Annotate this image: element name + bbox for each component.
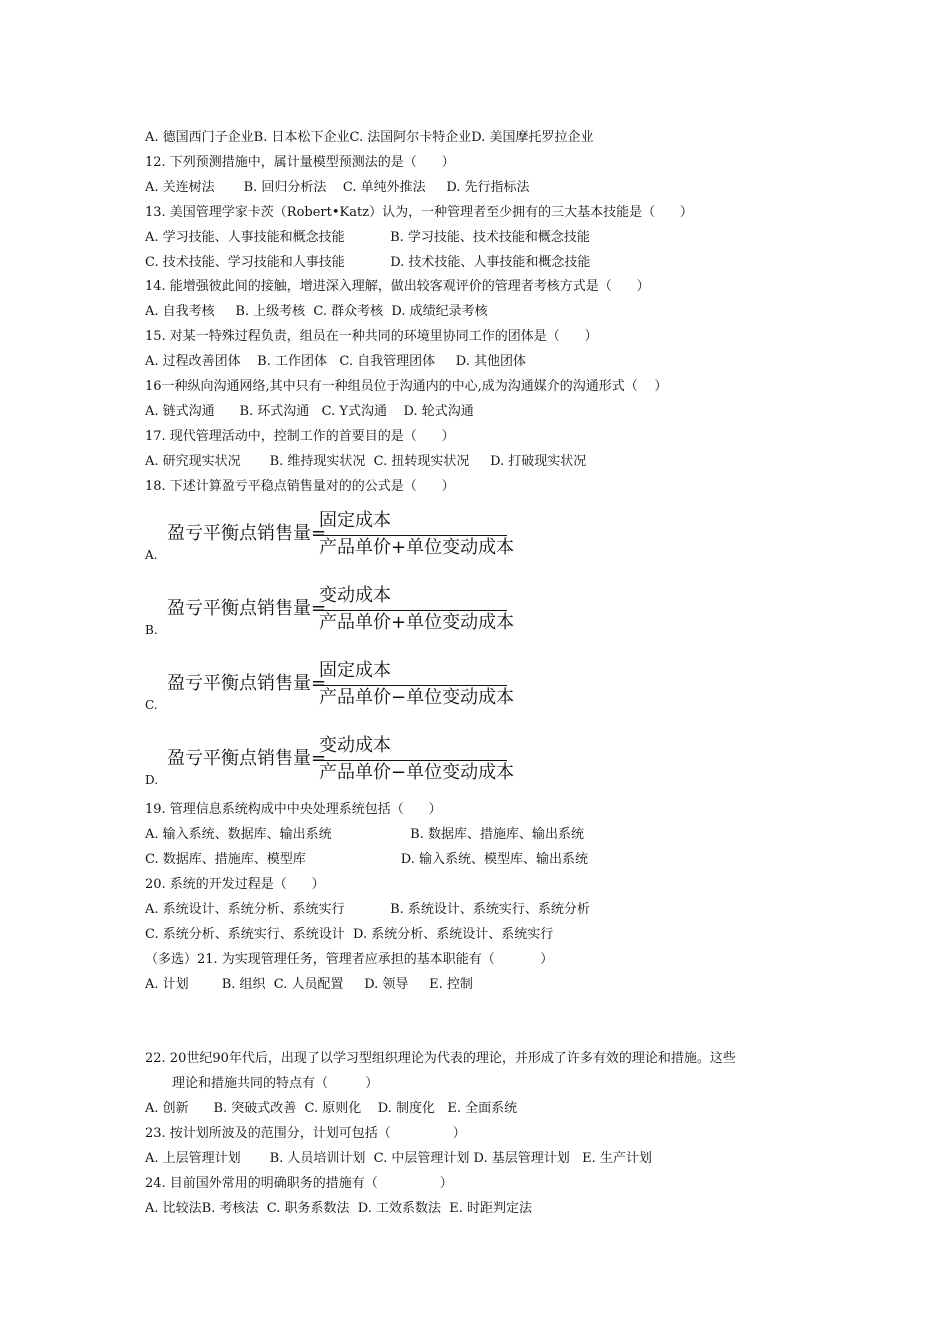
q13-options-ab: A. 学习技能、人事技能和概念技能 B. 学习技能、技术技能和概念技能 bbox=[145, 230, 590, 245]
formula-option-b bbox=[145, 587, 525, 657]
formula-lhs: 盈亏平衡点销售量= bbox=[167, 673, 327, 694]
q14-question: 14. 能增强彼此间的接触，增进深入理解，做出较客观评价的管理者考核方式是（ ） bbox=[145, 279, 650, 294]
q19-options-cd: C. 数据库、措施库、模型库 D. 输入系统、模型库、输出系统 bbox=[145, 852, 589, 867]
formula-lhs: 盈亏平衡点销售量= bbox=[167, 598, 327, 619]
fraction-bar bbox=[319, 535, 507, 536]
q17-options: A. 研究现实状况 B. 维持现实状况 C. 扭转现实状况 D. 打破现实状况 bbox=[145, 454, 587, 469]
formula-letter: C. bbox=[145, 698, 158, 712]
q22-options: A. 创新 B. 突破式改善 C. 原则化 D. 制度化 E. 全面系统 bbox=[145, 1101, 518, 1116]
formula-numerator: 固定成本 bbox=[319, 660, 391, 681]
q19-options-ab: A. 输入系统、数据库、输出系统 B. 数据库、措施库、输出系统 bbox=[145, 827, 584, 842]
formula-numerator: 变动成本 bbox=[319, 585, 391, 606]
formula-numerator: 变动成本 bbox=[319, 735, 391, 756]
fraction-bar bbox=[319, 610, 507, 611]
q19-question: 19. 管理信息系统构成中中央处理系统包括（ ） bbox=[145, 802, 442, 817]
q12-options: A. 关连树法 B. 回归分析法 C. 单纯外推法 D. 先行指标法 bbox=[145, 180, 530, 195]
q24-options: A. 比较法B. 考核法 C. 职务系数法 D. 工效系数法 E. 时距判定法 bbox=[145, 1201, 532, 1216]
fraction-bar bbox=[319, 760, 507, 761]
formula-option-c bbox=[145, 662, 525, 732]
formula-option-a bbox=[145, 512, 525, 582]
q12-question: 12. 下列预测措施中，属计量模型预测法的是（ ） bbox=[145, 155, 455, 170]
formula-lhs: 盈亏平衡点销售量= bbox=[167, 523, 327, 544]
q22-question-line1: 22. 20世纪90年代后，出现了以学习型组织理论为代表的理论，并形成了许多有效的理论和措施。这些 bbox=[145, 1051, 736, 1066]
formula-letter: B. bbox=[145, 623, 158, 637]
formula-lhs: 盈亏平衡点销售量= bbox=[167, 748, 327, 769]
q16-question: 16一种纵向沟通网络,其中只有一种组员位于沟通内的中心,成为沟通媒介的沟通形式（ ） bbox=[145, 379, 668, 394]
formula-denominator: 产品单价+单位变动成本 bbox=[319, 612, 515, 633]
formula-numerator: 固定成本 bbox=[319, 510, 391, 531]
formula-denominator: 产品单价+单位变动成本 bbox=[319, 537, 515, 558]
q16-options: A. 链式沟通 B. 环式沟通 C. Y式沟通 D. 轮式沟通 bbox=[145, 404, 474, 419]
formula-denominator: 产品单价−单位变动成本 bbox=[319, 762, 515, 783]
q15-options: A. 过程改善团体 B. 工作团体 C. 自我管理团体 D. 其他团体 bbox=[145, 354, 527, 369]
formula-letter: A. bbox=[145, 548, 158, 562]
q13-options-cd: C. 技术技能、学习技能和人事技能 D. 技术技能、人事技能和概念技能 bbox=[145, 255, 591, 270]
q24-question: 24. 目前国外常用的明确职务的措施有（ ） bbox=[145, 1176, 453, 1191]
q20-question: 20. 系统的开发过程是（ ） bbox=[145, 877, 325, 892]
fraction-bar bbox=[319, 685, 507, 686]
formula-letter: D. bbox=[145, 773, 159, 787]
q20-options-cd: C. 系统分析、系统实行、系统设计 D. 系统分析、系统设计、系统实行 bbox=[145, 927, 554, 942]
q15-question: 15. 对某一特殊过程负责，组员在一种共同的环境里协同工作的团体是（ ） bbox=[145, 329, 598, 344]
q14-options: A. 自我考核 B. 上级考核 C. 群众考核 D. 成绩纪录考核 bbox=[145, 304, 488, 319]
q23-question: 23. 按计划所波及的范围分，计划可包括（ ） bbox=[145, 1126, 466, 1141]
q11-options: A. 德国西门子企业B. 日本松下企业C. 法国阿尔卡特企业D. 美国摩托罗拉企业 bbox=[145, 130, 594, 145]
q21-question: （多选）21. 为实现管理任务，管理者应承担的基本职能有（ ） bbox=[145, 952, 554, 967]
q20-options-ab: A. 系统设计、系统分析、系统实行 B. 系统设计、系统实行、系统分析 bbox=[145, 902, 590, 917]
q18-question: 18. 下述计算盈亏平稳点销售量对的的公式是（ ） bbox=[145, 479, 455, 494]
q17-question: 17. 现代管理活动中，控制工作的首要目的是（ ） bbox=[145, 429, 455, 444]
q13-question: 13. 美国管理学家卡茨（Robert•Katz）认为，一种管理者至少拥有的三大基本技能是（ ） bbox=[145, 205, 693, 220]
q23-options: A. 上层管理计划 B. 人员培训计划 C. 中层管理计划 D. 基层管理计划 E. 生产计划 bbox=[145, 1151, 652, 1166]
q21-options: A. 计划 B. 组织 C. 人员配置 D. 领导 E. 控制 bbox=[145, 977, 473, 992]
formula-option-d bbox=[145, 737, 525, 807]
q22-question-line2: 理论和措施共同的特点有（ ） bbox=[172, 1076, 379, 1091]
formula-denominator: 产品单价−单位变动成本 bbox=[319, 687, 515, 708]
